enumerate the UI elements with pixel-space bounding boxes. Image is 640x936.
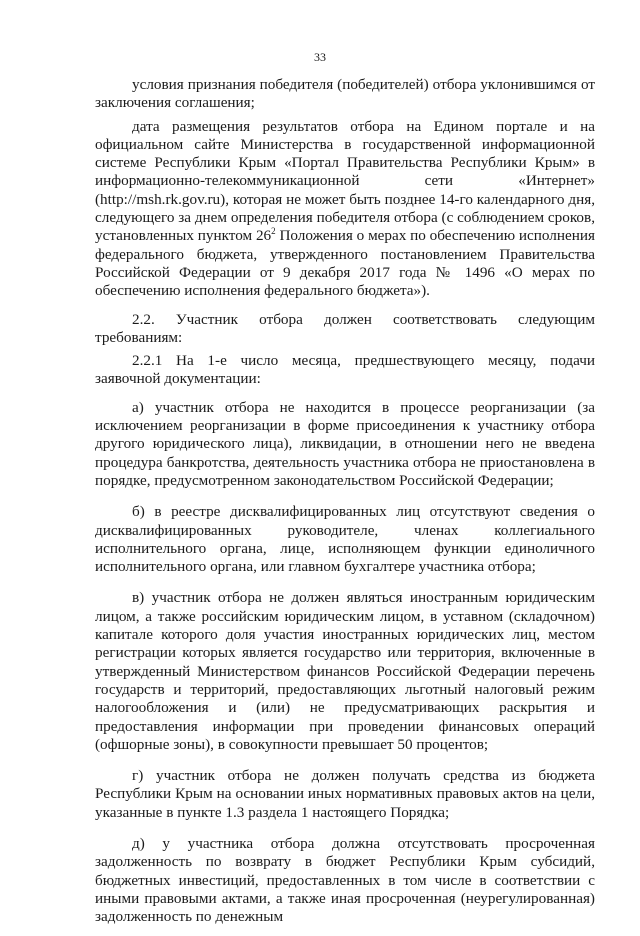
paragraph-item-g: г) участник отбора не должен получать средства из бюджета Республики Крым на основании иных нормативных правовых актов на цели, указанные в пункте 1.3 раздела 1 настоящего Порядка; [95, 767, 595, 821]
paragraph-results-publication-tail: Положения о мерах по обеспечению исполнения федерального бюджета, утвержденного постановлением Правительства Российской Федерации от 9 декабря 2017 года № 1496 «О мерах по обеспечению исполнения федерального бюджета»). [95, 227, 596, 300]
paragraph-item-v: в) участник отбора не должен являться иностранным юридическим лицом, а также российским юридическим лицом, в уставном (складочном) капитале которого доля участия иностранных юридических лиц, местом регистрации которых является государство или территория, включенные в утвержденный Министерством финансов Российской Федерации перечень государств и территорий, предоставляющих льготный налоговый режим налогообложения и (или) не предусматривающих раскрытия и предоставления информации при проведении финансовых операций (офшорные зоны), в совокупности превышает 50 процентов; [95, 589, 595, 753]
document-body [95, 76, 595, 936]
paragraph-results-publication [95, 118, 595, 301]
paragraph-winner-evasion: условия признания победителя (победителей) отбора уклонившимся от заключения соглашения; [95, 76, 595, 112]
paragraph-item-d: д) у участника отбора должна отсутствовать просроченная задолженность по возврату в бюджет Республики Крым субсидий, бюджетных инвестиций, предоставленных в том числе в соответствии с иными правовыми актами, а также иная просроченная (неурегулированная) задолженность по денежным [95, 834, 595, 926]
paragraph-results-publication-head: дата размещения результатов отбора на Едином портале и на официальном сайте Министерства в государственной информационной системе Республики Крым «Портал Правительства Республики Крым» в информационно-телекоммуникационной сети «Интернет» (http://msh.rk.gov.ru), которая не может быть позднее 14-го календарного дня, следующего за днем определения победителя отбора (с соблюдением сроков, установленных пунктом 26 [95, 117, 595, 245]
paragraph-2-2-1: 2.2.1 На 1-е число месяца, предшествующего месяцу, подачи заявочной документации: [95, 352, 595, 388]
paragraph-item-b: б) в реестре дисквалифицированных лиц отсутствуют сведения о дисквалифицированных руководителе, членах коллегиального исполнительного органа, лице, исполняющем функции единоличного исполнительного органа, или главном бухгалтере участника отбора; [95, 503, 595, 576]
paragraph-item-a: а) участник отбора не находится в процессе реорганизации (за исключением реорганизации в форме присоединения к участнику отбора другого юридического лица), ликвидации, в отношении него не введена процедура банкротства, деятельность участника отбора не приостановлена в порядке, предусмотренном законодательством Российской Федерации; [95, 398, 595, 489]
page-number: 33 [314, 50, 326, 64]
paragraph-2-2: 2.2. Участник отбора должен соответствовать следующим требованиям: [95, 310, 595, 346]
paragraph-superscript: 2 [271, 226, 276, 237]
